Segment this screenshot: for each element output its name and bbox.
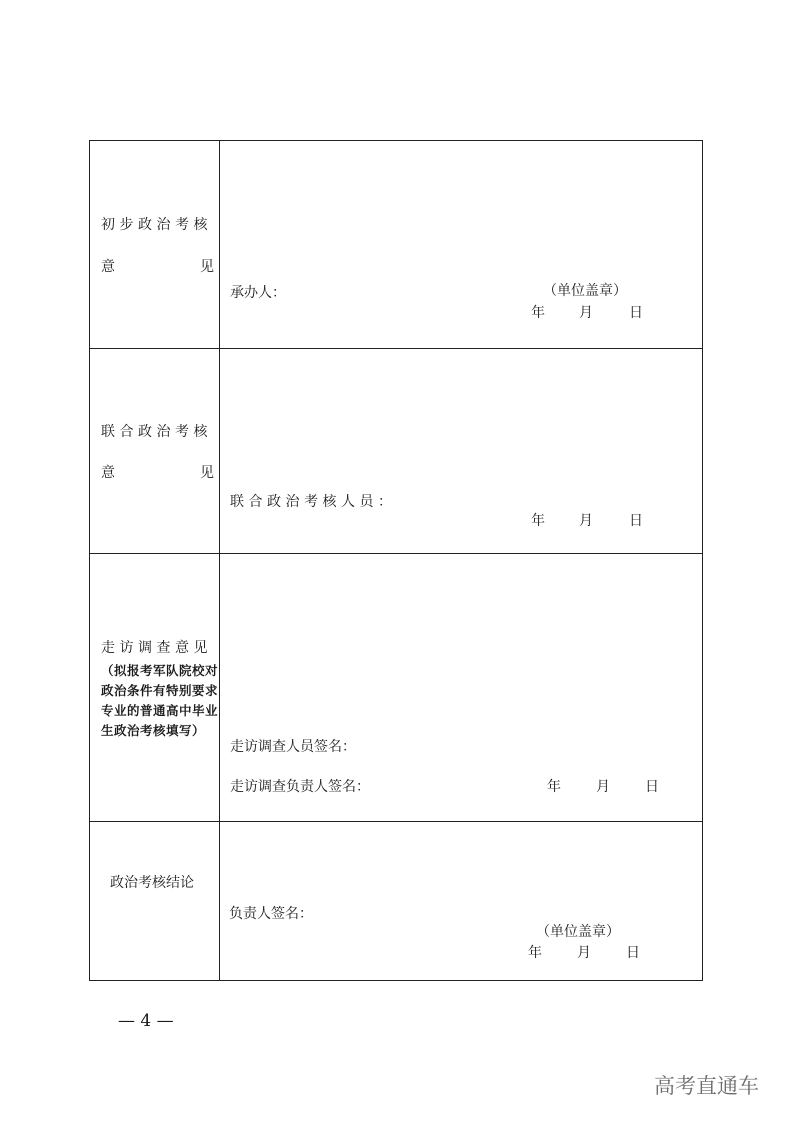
date-year-label: 年 bbox=[531, 305, 545, 321]
label-cell-joint bbox=[90, 349, 220, 553]
date-month-label: 月 bbox=[596, 779, 610, 795]
label-cell-visit bbox=[90, 554, 220, 821]
unit-seal-label: （单位盖章） bbox=[536, 924, 620, 940]
date-day-label: 日 bbox=[629, 305, 643, 321]
label-opinion-left: 意 bbox=[101, 259, 115, 275]
date-month-label: 月 bbox=[577, 945, 591, 961]
note-line: 专业的普通高中毕业 bbox=[101, 703, 219, 718]
joint-reviewer-signature-label: 联合政治考核人员： bbox=[230, 494, 397, 510]
content-cell-preliminary[interactable] bbox=[220, 141, 702, 348]
date-day-label: 日 bbox=[645, 779, 659, 795]
date-year-label: 年 bbox=[528, 945, 542, 961]
date-year-label: 年 bbox=[531, 513, 545, 529]
supervisor-signature-label: 负责人签名： bbox=[229, 906, 313, 922]
visit-supervisor-signature-label: 走访调查负责人签名： bbox=[230, 779, 370, 795]
handler-signature-label: 承办人： bbox=[230, 285, 286, 301]
note-line: 生政治考核填写） bbox=[101, 723, 206, 738]
date-year-label: 年 bbox=[547, 779, 561, 795]
row-preliminary-review bbox=[90, 141, 702, 349]
watermark-text: 高考直通车 bbox=[654, 1074, 759, 1098]
label-cell-conclusion bbox=[90, 822, 220, 980]
label-opinion-right: 见 bbox=[200, 465, 214, 481]
label-opinion-right: 见 bbox=[200, 259, 214, 275]
label-opinion-left: 意 bbox=[101, 465, 115, 481]
date-day-label: 日 bbox=[629, 513, 643, 529]
note-line: （拟报考军队院校对 bbox=[101, 663, 219, 678]
label-review-conclusion: 政治考核结论 bbox=[110, 875, 194, 891]
note-line: 政治条件有特别要求 bbox=[101, 683, 219, 698]
date-month-label: 月 bbox=[579, 513, 593, 529]
label-joint-review: 联合政治考核 bbox=[101, 424, 212, 440]
political-review-form bbox=[89, 140, 703, 981]
page-number: — 4 — bbox=[118, 1011, 174, 1031]
row-joint-review bbox=[90, 349, 702, 554]
label-cell-preliminary bbox=[90, 141, 220, 348]
visitor-signature-label: 走访调查人员签名： bbox=[230, 739, 356, 755]
date-day-label: 日 bbox=[626, 945, 640, 961]
row-review-conclusion bbox=[90, 822, 702, 980]
content-cell-conclusion[interactable] bbox=[220, 822, 702, 980]
label-preliminary-review: 初步政治考核 bbox=[101, 217, 212, 233]
content-cell-joint[interactable] bbox=[220, 349, 702, 553]
row-visit-survey bbox=[90, 554, 702, 822]
content-cell-visit[interactable] bbox=[220, 554, 702, 821]
label-visit-survey: 走访调查意见 bbox=[101, 640, 212, 656]
unit-seal-label: （单位盖章） bbox=[543, 283, 627, 299]
date-month-label: 月 bbox=[579, 305, 593, 321]
